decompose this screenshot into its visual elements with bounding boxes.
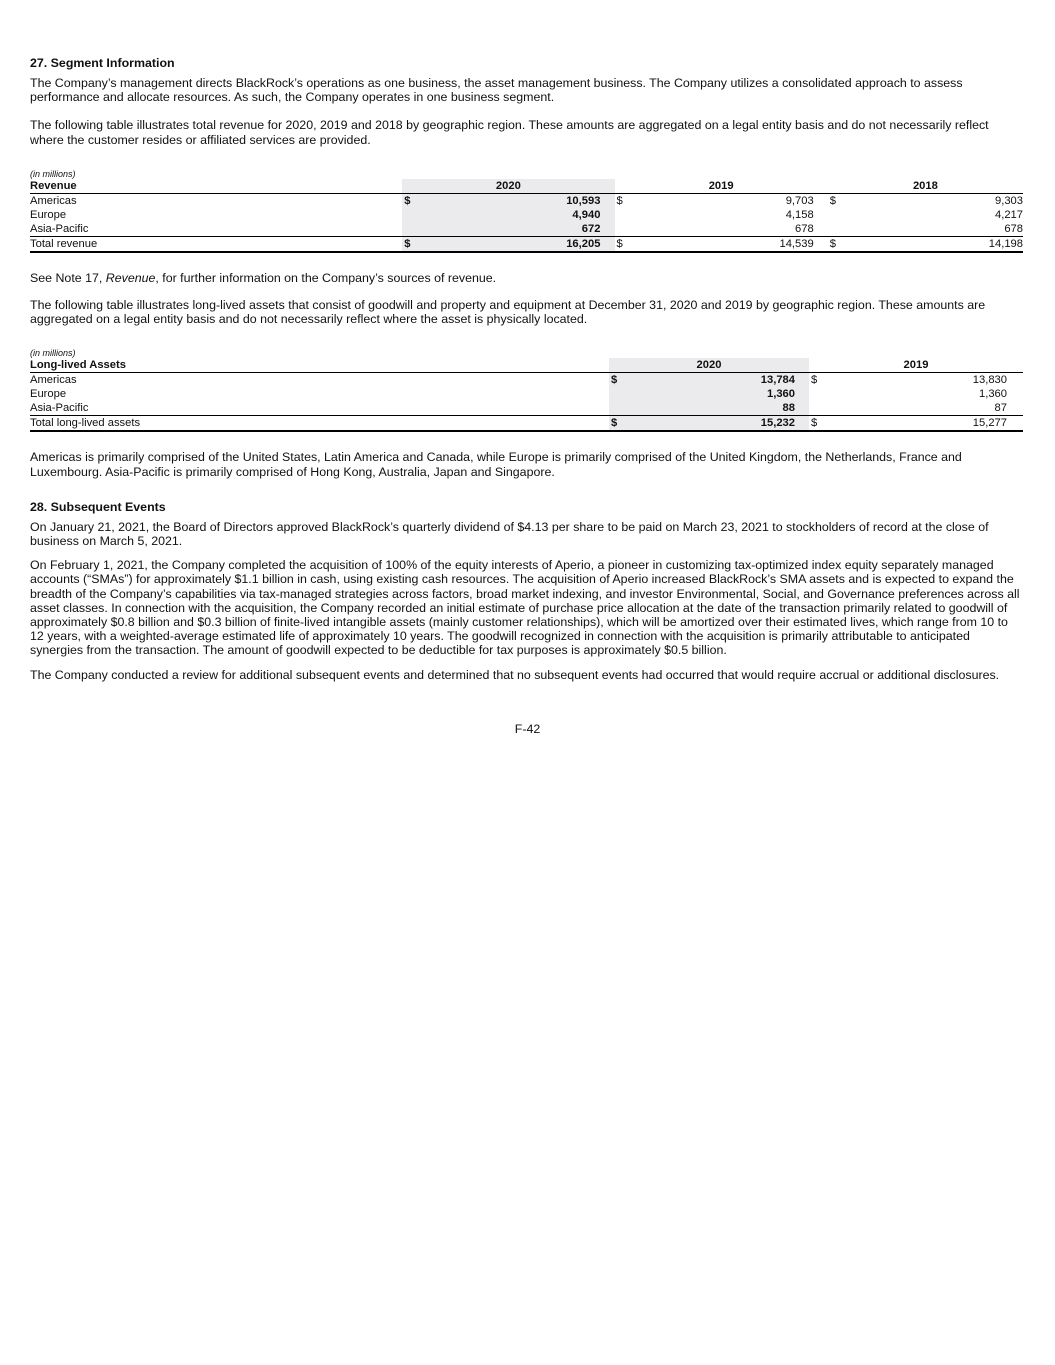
table-row xyxy=(30,193,1023,208)
row-label: Asia-Pacific xyxy=(30,222,89,235)
revenue-year-2019: 2019 xyxy=(615,179,828,194)
note-17-reference xyxy=(30,271,1023,285)
currency-symbol: $ xyxy=(809,416,823,432)
value-cell: 14,539 xyxy=(629,236,814,252)
currency-symbol: $ xyxy=(615,236,629,252)
value-cell: 4,217 xyxy=(995,208,1023,221)
value-cell: 14,198 xyxy=(842,236,1023,252)
value-cell: 10,593 xyxy=(416,193,600,208)
revenue-table-unit: (in millions) xyxy=(30,168,76,179)
table-row xyxy=(30,387,1023,401)
table-row xyxy=(30,401,1023,416)
value-cell: 15,277 xyxy=(823,416,1007,432)
value-cell: 4,158 xyxy=(785,208,814,221)
revenue-year-2020: 2020 xyxy=(402,179,614,194)
currency-symbol: $ xyxy=(609,373,623,388)
currency-symbol: $ xyxy=(402,193,416,208)
assets-table-unit: (in millions) xyxy=(30,348,76,359)
currency-symbol: $ xyxy=(828,236,842,252)
currency-symbol: $ xyxy=(616,194,623,207)
segment-paragraph-1: The Company’s management directs BlackRock’s operations as one business, the asset management business. The Company utilizes a consolidated approach to assess performance and allocate resources. As such, the Company operates in one business segment. xyxy=(30,76,963,105)
revenue-year-2018: 2018 xyxy=(828,179,1023,194)
assets-header-row xyxy=(30,358,1023,373)
note-emphasis: Revenue xyxy=(105,270,156,285)
revenue-table xyxy=(30,179,1023,253)
subsequent-paragraph-2: On February 1, 2021, the Company completed the acquisition of 100% of the equity interests of Aperio, a pioneer in customizing tax-optimized index equity separately managed accounts (“SMAs”) for approximately $1.1 billion in cash, using existing cash resources. The acquisition of Aperio increased BlackRock’s SMA assets and is expected to expand the breadth of the Company’s capabilities via tax-managed strategies across factors, broad market indexing, and investor Environmental, Social, and Governance preferences across all asset classes. In connection with the acquisition, the Company recorded an initial estimate of purchase price allocation at the date of the transaction primarily related to goodwill of approximately $0.8 billion and $0.3 billion of finite-lived intangible assets (mainly customer relationships), which will be amortized over their estimated lives, which range from 10 to 12 years, with a weighted-average estimated life of approximately 10 years. The goodwill recognized in connection with the acquisition is primarily attributable to anticipated synergies from the transaction. The amount of goodwill expected to be deductible for tax purposes is approximately $0.5 billion. xyxy=(30,558,1020,658)
value-cell: 1,360 xyxy=(979,388,1007,401)
page-number: F-42 xyxy=(514,722,541,736)
value-cell: 13,830 xyxy=(972,374,1007,387)
currency-symbol: $ xyxy=(811,374,818,387)
value-cell: 15,232 xyxy=(623,416,795,432)
row-label: Europe xyxy=(30,208,67,221)
value-cell: 87 xyxy=(994,402,1007,415)
value-cell: 9,703 xyxy=(785,194,814,207)
document-page xyxy=(30,56,1023,682)
segment-paragraph-5: Americas is primarily comprised of the United States, Latin America and Canada, while Europe is primarily comprised of the United Kingdom, the Netherlands, France and Luxembourg. Asia-Pacific is primarily comprised of Hong Kong, Australia, Japan and Singapore. xyxy=(30,450,962,479)
section-27-heading: 27. Segment Information xyxy=(30,56,175,70)
table-row xyxy=(30,222,1023,237)
row-label: Americas xyxy=(30,194,77,207)
value-cell: 13,784 xyxy=(623,373,795,388)
note-text: See Note 17, xyxy=(30,270,106,285)
currency-symbol: $ xyxy=(609,416,623,432)
row-label: Europe xyxy=(30,388,67,401)
value-cell: 88 xyxy=(623,401,795,416)
currency-symbol: $ xyxy=(829,194,836,207)
subsequent-paragraph-3: The Company conducted a review for additional subsequent events and determined that no subsequent events had occurred that would require accrual or additional disclosures. xyxy=(30,667,1000,682)
note-text: , for further information on the Company’s sources of revenue. xyxy=(155,270,497,285)
revenue-label-header: Revenue xyxy=(30,179,402,194)
row-label: Total long-lived assets xyxy=(30,416,609,432)
revenue-header-row xyxy=(30,179,1023,194)
total-row xyxy=(30,416,1023,432)
value-cell: 672 xyxy=(416,222,600,237)
value-cell: 16,205 xyxy=(416,236,600,252)
segment-paragraph-2: The following table illustrates total revenue for 2020, 2019 and 2018 by geographic region. These amounts are aggregated on a legal entity basis and do not necessarily reflect where the customer resides or affiliated services are provided. xyxy=(30,118,989,147)
value-cell: 678 xyxy=(795,222,814,235)
assets-year-2020: 2020 xyxy=(609,358,809,373)
currency-symbol: $ xyxy=(402,236,416,252)
value-cell: 9,303 xyxy=(995,194,1023,207)
value-cell: 678 xyxy=(1004,222,1023,235)
assets-table xyxy=(30,358,1023,432)
row-label: Americas xyxy=(30,374,77,387)
row-label: Total revenue xyxy=(30,236,402,252)
table-row xyxy=(30,208,1023,222)
value-cell: 1,360 xyxy=(623,387,795,401)
assets-label-header: Long-lived Assets xyxy=(30,358,609,373)
section-28-heading: 28. Subsequent Events xyxy=(30,499,166,514)
row-label: Asia-Pacific xyxy=(30,402,89,415)
value-cell: 4,940 xyxy=(416,208,600,222)
assets-year-2019: 2019 xyxy=(809,358,1023,373)
table-row xyxy=(30,373,1023,388)
total-row xyxy=(30,236,1023,252)
subsequent-paragraph-1: On January 21, 2021, the Board of Directors approved BlackRock’s quarterly dividend of $4.13 per share to be paid on March 23, 2021 to stockholders of record at the close of business on March 5, 2021. xyxy=(30,519,989,549)
segment-paragraph-4: The following table illustrates long-lived assets that consist of goodwill and property and equipment at December 31, 2020 and 2019 by geographic region. These amounts are aggregated on a legal entity basis and do not necessarily reflect where the asset is physically located. xyxy=(30,298,986,327)
